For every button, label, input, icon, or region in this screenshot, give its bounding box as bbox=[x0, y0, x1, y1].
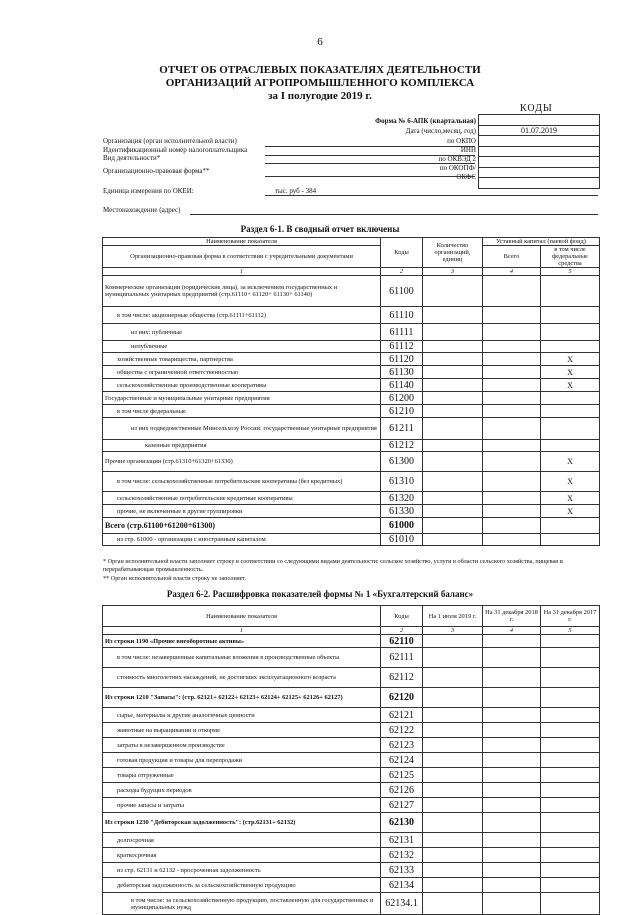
row-name: прочие запасы и затраты bbox=[103, 798, 381, 813]
codes-box-inn bbox=[479, 147, 599, 158]
input-cell[interactable] bbox=[423, 452, 483, 472]
row-code: 61210 bbox=[381, 405, 423, 418]
table-row bbox=[103, 324, 600, 341]
input-cell[interactable] bbox=[483, 688, 541, 708]
table-row bbox=[103, 688, 600, 708]
row-code: 62124 bbox=[381, 753, 423, 768]
table-row bbox=[103, 738, 600, 753]
row-code: 62131 bbox=[381, 833, 423, 848]
table-row bbox=[103, 848, 600, 863]
table-row bbox=[103, 708, 600, 723]
row-code: 61110 bbox=[381, 307, 423, 324]
table-row bbox=[103, 723, 600, 738]
row-code: 62126 bbox=[381, 783, 423, 798]
row-name: сельскохозяйственные производственные кооперативы bbox=[103, 379, 381, 392]
s1-name-header: Наименование показателя bbox=[103, 238, 381, 246]
row-code: 62121 bbox=[381, 708, 423, 723]
table-row bbox=[103, 783, 600, 798]
row-name: сырье, материалы и другие аналогичные ценности bbox=[103, 708, 381, 723]
input-cell[interactable] bbox=[483, 492, 541, 505]
s1-capital-header: Уставный капитал (паевой фонд) bbox=[483, 238, 600, 246]
okved-label: по ОКВЭД 2 bbox=[438, 155, 476, 163]
input-cell[interactable] bbox=[483, 452, 541, 472]
row-code: 62134.1 bbox=[381, 893, 423, 915]
row-code: 61000 bbox=[381, 518, 423, 534]
s2-col3-header: На 1 июля 2019 г. bbox=[423, 606, 483, 627]
s1-col-num-2: 2 bbox=[381, 268, 423, 276]
legal-form-label: Организационно-правовая форма** bbox=[103, 167, 210, 175]
input-cell[interactable] bbox=[423, 472, 483, 492]
input-cell[interactable] bbox=[423, 505, 483, 518]
input-cell[interactable] bbox=[423, 833, 483, 848]
input-cell[interactable] bbox=[483, 353, 541, 366]
x-mark: X bbox=[541, 452, 600, 472]
input-cell[interactable] bbox=[423, 893, 483, 915]
row-code: 62120 bbox=[381, 688, 423, 708]
codes-box-okved bbox=[479, 157, 599, 168]
input-cell[interactable] bbox=[423, 324, 483, 341]
input-cell[interactable] bbox=[541, 798, 600, 813]
row-code: 62123 bbox=[381, 738, 423, 753]
footnote-1: * Орган исполнительной власти заполняет строку в соответствии со следующими видами деятельности: сельское хозяйство, услуги в области сельского хозяйства, пищевая и перерабатывающая промышленность. bbox=[103, 558, 563, 573]
input-cell[interactable] bbox=[423, 418, 483, 440]
s1-col-num-5: 5 bbox=[541, 268, 600, 276]
activity-label: Вид деятельности* bbox=[103, 154, 161, 162]
table-row bbox=[103, 353, 600, 366]
table-row bbox=[103, 341, 600, 353]
row-code: 61200 bbox=[381, 392, 423, 405]
input-cell[interactable] bbox=[423, 688, 483, 708]
input-cell[interactable] bbox=[483, 324, 541, 341]
input-cell[interactable] bbox=[541, 768, 600, 783]
table-row bbox=[103, 534, 600, 546]
codes-box-okopf bbox=[479, 168, 599, 179]
row-name: Государственные и муниципальные унитарные предприятия bbox=[103, 392, 381, 405]
input-cell[interactable] bbox=[483, 341, 541, 353]
input-cell[interactable] bbox=[423, 878, 483, 893]
row-code: 62110 bbox=[381, 635, 423, 648]
unit-label: Единица измерения по ОКЕИ: bbox=[103, 187, 194, 195]
organization-label: Организация (орган исполнительной власти) bbox=[103, 137, 237, 145]
input-cell[interactable] bbox=[423, 863, 483, 878]
x-mark: X bbox=[541, 472, 600, 492]
x-mark bbox=[541, 418, 600, 440]
row-name: животные на выращивании и откорме bbox=[103, 723, 381, 738]
table-row bbox=[103, 893, 600, 915]
s1-col-num-1: 1 bbox=[103, 268, 381, 276]
input-cell[interactable] bbox=[483, 833, 541, 848]
s1-count-header: Количество организаций, единиц bbox=[423, 238, 483, 268]
x-mark: X bbox=[541, 492, 600, 505]
input-cell[interactable] bbox=[423, 813, 483, 833]
row-name: затраты в незавершенном производстве bbox=[103, 738, 381, 753]
x-mark bbox=[541, 324, 600, 341]
section1-table bbox=[102, 237, 600, 546]
address-underline bbox=[190, 214, 598, 215]
x-mark: X bbox=[541, 505, 600, 518]
table-row bbox=[103, 518, 600, 534]
row-code: 61300 bbox=[381, 452, 423, 472]
s2-col5-header: На 31 декабря 2017 г. bbox=[541, 606, 600, 627]
row-name: Из строки 1230 "Дебиторская задолженность": (стр.62131+ 62132) bbox=[103, 813, 381, 833]
s1-name-subheader: Организационно-правовая форма в соответствии с учредительными документами bbox=[103, 246, 381, 268]
row-code: 61010 bbox=[381, 534, 423, 546]
row-code: 62134 bbox=[381, 878, 423, 893]
input-cell[interactable] bbox=[541, 648, 600, 668]
row-code: 61310 bbox=[381, 472, 423, 492]
table-row bbox=[103, 505, 600, 518]
codes-box-okfs bbox=[479, 178, 599, 188]
row-name: дебиторская задолженность за сельскохозяйственную продукцию bbox=[103, 878, 381, 893]
input-cell[interactable] bbox=[541, 688, 600, 708]
row-name: прочие, не включенные в другие группировки bbox=[103, 505, 381, 518]
okfs-label: ОКФС bbox=[456, 173, 476, 181]
section2-title: Раздел 6-2. Расшифровка показателей формы № 1 «Бухгалтерский баланс» bbox=[166, 589, 474, 599]
row-name: долгосрочная bbox=[103, 833, 381, 848]
table-row bbox=[103, 668, 600, 688]
input-cell[interactable] bbox=[423, 708, 483, 723]
unit-value: тыс. руб - 384 bbox=[275, 187, 317, 195]
input-cell[interactable] bbox=[483, 472, 541, 492]
title-line-2: ОРГАНИЗАЦИЙ АГРОПРОМЫШЛЕННОГО КОМПЛЕКСА bbox=[165, 77, 475, 89]
codes-label: КОДЫ bbox=[520, 103, 553, 114]
row-code: 61140 bbox=[381, 379, 423, 392]
table-row bbox=[103, 418, 600, 440]
input-cell[interactable] bbox=[483, 753, 541, 768]
row-name: готовая продукция и товары для перепродажи bbox=[103, 753, 381, 768]
table-row bbox=[103, 798, 600, 813]
row-code: 61212 bbox=[381, 440, 423, 452]
input-cell[interactable] bbox=[423, 668, 483, 688]
input-cell[interactable] bbox=[423, 307, 483, 324]
input-cell[interactable] bbox=[423, 534, 483, 546]
x-mark bbox=[541, 518, 600, 534]
s2-col-num-2: 2 bbox=[381, 627, 423, 635]
s1-codes-header: Коды bbox=[381, 238, 423, 268]
row-code: 61130 bbox=[381, 366, 423, 379]
input-cell[interactable] bbox=[423, 353, 483, 366]
x-mark bbox=[541, 440, 600, 452]
table-row bbox=[103, 878, 600, 893]
row-code: 61112 bbox=[381, 341, 423, 353]
row-code: 62122 bbox=[381, 723, 423, 738]
input-cell[interactable] bbox=[483, 379, 541, 392]
input-cell[interactable] bbox=[423, 440, 483, 452]
row-name: Из строки 1190 «Прочие внеоборотные активы» bbox=[103, 635, 381, 648]
section2-table bbox=[102, 605, 600, 915]
row-name: из них подведомственные Минсельхозу России: государственные унитарные предприятия bbox=[103, 418, 381, 440]
codes-box-okpo bbox=[479, 136, 599, 147]
input-cell[interactable] bbox=[483, 440, 541, 452]
input-cell[interactable] bbox=[483, 708, 541, 723]
footnote-2: ** Орган исполнительной власти строку не заполняет. bbox=[103, 575, 247, 582]
input-cell[interactable] bbox=[541, 893, 600, 915]
input-cell[interactable] bbox=[483, 783, 541, 798]
s2-col4-header: На 31 декабря 2018 г. bbox=[483, 606, 541, 627]
row-name: Всего (стр.61100+61200+61300) bbox=[103, 518, 381, 534]
x-mark bbox=[541, 307, 600, 324]
table-row bbox=[103, 276, 600, 307]
table-row bbox=[103, 813, 600, 833]
okopf-label: по ОКОПФ/ bbox=[439, 164, 476, 172]
row-code: 62132 bbox=[381, 848, 423, 863]
okpo-label: по ОКПО bbox=[447, 137, 476, 145]
section1-title: Раздел 6-1. В сводный отчет включены bbox=[240, 224, 400, 234]
input-cell[interactable] bbox=[541, 753, 600, 768]
x-mark bbox=[541, 405, 600, 418]
unit-underline bbox=[265, 195, 598, 196]
input-cell[interactable] bbox=[541, 723, 600, 738]
table-row bbox=[103, 379, 600, 392]
table-row bbox=[103, 452, 600, 472]
activity-underline bbox=[265, 163, 475, 164]
table-row bbox=[103, 648, 600, 668]
inn-label: Идентификационный номер налогоплательщика bbox=[103, 146, 248, 154]
input-cell[interactable] bbox=[423, 518, 483, 534]
org-underline bbox=[265, 146, 475, 147]
input-cell[interactable] bbox=[423, 276, 483, 307]
input-cell[interactable] bbox=[423, 392, 483, 405]
row-code: 62133 bbox=[381, 863, 423, 878]
input-cell[interactable] bbox=[483, 848, 541, 863]
table-row bbox=[103, 307, 600, 324]
input-cell[interactable] bbox=[483, 723, 541, 738]
input-cell[interactable] bbox=[483, 505, 541, 518]
table-row bbox=[103, 392, 600, 405]
input-cell[interactable] bbox=[483, 648, 541, 668]
input-cell[interactable] bbox=[423, 492, 483, 505]
row-name: казенные предприятия bbox=[103, 440, 381, 452]
row-name: из стр. 61000 - организации с иностранным капиталом bbox=[103, 534, 381, 546]
row-code: 61100 bbox=[381, 276, 423, 307]
table-row bbox=[103, 366, 600, 379]
s1-federal-header: в том числе федеральные средства bbox=[541, 246, 600, 268]
row-code: 62112 bbox=[381, 668, 423, 688]
codes-box-form bbox=[479, 115, 599, 126]
row-code: 62125 bbox=[381, 768, 423, 783]
input-cell[interactable] bbox=[541, 848, 600, 863]
x-mark: X bbox=[541, 379, 600, 392]
input-cell[interactable] bbox=[423, 783, 483, 798]
input-cell[interactable] bbox=[423, 379, 483, 392]
row-code: 61211 bbox=[381, 418, 423, 440]
input-cell[interactable] bbox=[483, 878, 541, 893]
table-row bbox=[103, 768, 600, 783]
input-cell[interactable] bbox=[423, 405, 483, 418]
input-cell[interactable] bbox=[483, 366, 541, 379]
row-name: общества с ограниченной ответственностью bbox=[103, 366, 381, 379]
input-cell[interactable] bbox=[541, 708, 600, 723]
input-cell[interactable] bbox=[541, 783, 600, 798]
input-cell[interactable] bbox=[483, 863, 541, 878]
table-row bbox=[103, 472, 600, 492]
row-name: стоимость многолетних насаждений, не достигших эксплуатационного возраста bbox=[103, 668, 381, 688]
inn-underline bbox=[265, 155, 475, 156]
s2-col-num-5: 5 bbox=[541, 627, 600, 635]
report-title bbox=[0, 64, 640, 103]
table-row bbox=[103, 753, 600, 768]
title-line-1: ОТЧЕТ ОБ ОТРАСЛЕВЫХ ПОКАЗАТЕЛЯХ ДЕЯТЕЛЬНОСТИ bbox=[159, 64, 481, 76]
input-cell[interactable] bbox=[423, 738, 483, 753]
input-cell[interactable] bbox=[541, 635, 600, 648]
row-code: 61330 bbox=[381, 505, 423, 518]
row-name: хозяйственные товарищества, партнерства bbox=[103, 353, 381, 366]
row-code: 61320 bbox=[381, 492, 423, 505]
input-cell[interactable] bbox=[483, 798, 541, 813]
input-cell[interactable] bbox=[483, 307, 541, 324]
row-name: Прочие организации (стр.61310+61320+61330) bbox=[103, 452, 381, 472]
x-mark bbox=[541, 341, 600, 353]
input-cell[interactable] bbox=[483, 276, 541, 307]
form-number: Форма № 6-АПК (квартальная) bbox=[375, 117, 476, 125]
x-mark: X bbox=[541, 366, 600, 379]
input-cell[interactable] bbox=[541, 878, 600, 893]
address-label: Местонахождение (адрес) bbox=[103, 206, 181, 214]
input-cell[interactable] bbox=[483, 635, 541, 648]
input-cell[interactable] bbox=[423, 723, 483, 738]
date-label: Дата (число,месяц, год) bbox=[405, 127, 476, 135]
row-name: товары отгруженные bbox=[103, 768, 381, 783]
input-cell[interactable] bbox=[423, 341, 483, 353]
s2-name-header: Наименование показателя bbox=[103, 606, 381, 627]
row-code: 61111 bbox=[381, 324, 423, 341]
row-name: сельскохозяйственные потребительские кредитные кооперативы bbox=[103, 492, 381, 505]
input-cell[interactable] bbox=[423, 768, 483, 783]
inn-code-label: ИНН bbox=[460, 146, 476, 154]
row-name: расходы будущих периодов bbox=[103, 783, 381, 798]
input-cell[interactable] bbox=[423, 648, 483, 668]
input-cell[interactable] bbox=[423, 635, 483, 648]
s2-col-num-4: 4 bbox=[483, 627, 541, 635]
input-cell[interactable] bbox=[483, 518, 541, 534]
row-name: в том числе: акционерные общества (стр.61111+61112) bbox=[103, 307, 381, 324]
input-cell[interactable] bbox=[541, 833, 600, 848]
codes-box-date: 01.07.2019 bbox=[479, 126, 599, 137]
input-cell[interactable] bbox=[541, 668, 600, 688]
row-name: Коммерческие организации (юридические лица), за исключением государственных и муниципальных унитарных предприятий (стр.61110+ 61120+ 61130+ 61140) bbox=[103, 276, 381, 307]
s2-col-num-3: 3 bbox=[423, 627, 483, 635]
table-row bbox=[103, 492, 600, 505]
table-row bbox=[103, 833, 600, 848]
table-row bbox=[103, 440, 600, 452]
row-name: в том числе: незавершенные капитальные вложения в производственные объекты bbox=[103, 648, 381, 668]
title-line-3: за I полугодие 2019 г. bbox=[268, 90, 372, 102]
x-mark: X bbox=[541, 353, 600, 366]
row-code: 62127 bbox=[381, 798, 423, 813]
input-cell[interactable] bbox=[483, 813, 541, 833]
x-mark bbox=[541, 534, 600, 546]
input-cell[interactable] bbox=[423, 366, 483, 379]
row-code: 61120 bbox=[381, 353, 423, 366]
input-cell[interactable] bbox=[541, 738, 600, 753]
row-code: 62111 bbox=[381, 648, 423, 668]
x-mark bbox=[541, 392, 600, 405]
row-name: непубличные bbox=[103, 341, 381, 353]
input-cell[interactable] bbox=[423, 753, 483, 768]
input-cell[interactable] bbox=[483, 768, 541, 783]
x-mark bbox=[541, 276, 600, 307]
table-row bbox=[103, 635, 600, 648]
row-name: Из строки 1210 "Запасы": (стр. 62121+ 62122+ 62123+ 62124+ 62125+ 62126+ 62127) bbox=[103, 688, 381, 708]
input-cell[interactable] bbox=[483, 668, 541, 688]
table-row bbox=[103, 863, 600, 878]
page-number: 6 bbox=[317, 36, 323, 48]
input-cell[interactable] bbox=[483, 893, 541, 915]
table-row bbox=[103, 405, 600, 418]
input-cell[interactable] bbox=[423, 798, 483, 813]
s1-col-num-4: 4 bbox=[483, 268, 541, 276]
row-name: в том числе: сельскохозяйственные потребительские кооперативы (без кредитных) bbox=[103, 472, 381, 492]
s2-codes-header: Коды bbox=[381, 606, 423, 627]
row-name: в том числе: за сельскохозяйственную продукцию, поставленную для государственных и муниципальных нужд bbox=[103, 893, 381, 915]
codes-box bbox=[478, 114, 600, 189]
row-code: 62130 bbox=[381, 813, 423, 833]
input-cell[interactable] bbox=[541, 863, 600, 878]
input-cell[interactable] bbox=[483, 418, 541, 440]
s1-col-num-3: 3 bbox=[423, 268, 483, 276]
row-name: в том числе федеральные bbox=[103, 405, 381, 418]
row-name: из них: публичные bbox=[103, 324, 381, 341]
input-cell[interactable] bbox=[541, 813, 600, 833]
input-cell[interactable] bbox=[483, 534, 541, 546]
s2-col-num-1: 1 bbox=[103, 627, 381, 635]
legal-form-underline bbox=[265, 176, 475, 177]
input-cell[interactable] bbox=[423, 848, 483, 863]
row-name: из стр. 62131 и 62132 - просроченная задолженность bbox=[103, 863, 381, 878]
input-cell[interactable] bbox=[483, 405, 541, 418]
s1-total-header: Всего bbox=[483, 246, 541, 268]
input-cell[interactable] bbox=[483, 392, 541, 405]
row-name: краткосрочная bbox=[103, 848, 381, 863]
input-cell[interactable] bbox=[483, 738, 541, 753]
